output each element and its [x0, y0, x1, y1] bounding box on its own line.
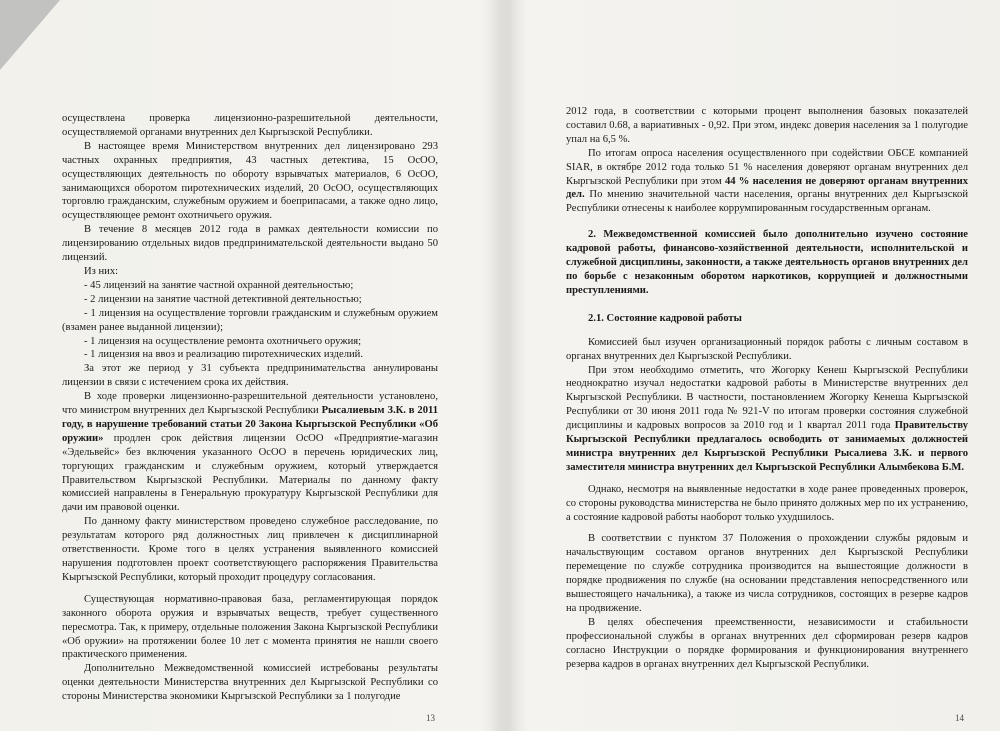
paragraph: За этот же период у 31 субъекта предпринимательства аннулированы лицензии в связи с истечением срока их действия. [62, 363, 438, 389]
paragraph: - 1 лицензия на ввоз и реализацию пиротехнических изделий. [84, 349, 363, 361]
paragraph: 2012 года, в соответствии с которыми процент выполнения базовых показателей составил 0.68, а вариативных - 0,92. При этом, индекс доверия населения за 1 полугодие упал на 6,5 %. [566, 106, 968, 145]
page-number-right: 14 [955, 713, 964, 723]
paragraph: В соответствии с пунктом 37 Положения о прохождении службы рядовым и начальствующим составом органов внутренних дел Кыргызской Республики перемещение по службе сотрудника производится на вышестоящие должности в порядке продвижения по службе (на основании представления непосредственного или вышестоящего начальника), а также из числа сотрудников, состоящих в резерве кадров на продвижение. [566, 533, 968, 614]
paragraph: осуществлена проверка лицензионно-разрешительной деятельности, осуществляемой органами внутренних дел Кыргызской Республики. [62, 113, 438, 138]
paragraph: В течение 8 месяцев 2012 года в рамках деятельности комиссии по лицензированию отдельных видов предпринимательской деятельности выдано 50 лицензий. [62, 224, 438, 264]
left-page-paragraphs [62, 112, 438, 390]
paragraph: - 1 лицензия на осуществление торговли гражданским и служебным оружием (взамен ранее выданной лицензии); [62, 307, 438, 333]
jk-text-bold: Правительству Кыргызской Республики предлагалось освободить от занимаемых должностей министра внутренних дел Кыргызской Республики Рысалиева З.К. и первого заместителя министра внутренних дел Кыргызской Республики Алымбекова Б.М. [566, 420, 968, 473]
paragraph-license-check [62, 390, 438, 515]
page-corner-fold [0, 0, 60, 70]
paragraph-jogorku-kenesh [566, 364, 968, 475]
paragraph: Дополнительно Межведомственной комиссией истребованы результаты оценки деятельности Министерства внутренних дел Кыргызской Республики со стороны Министерства экономики Кыргызской Республики за 1 полугодие [62, 663, 438, 703]
right-page-paragraphs-top [566, 105, 968, 147]
siar-text-1: По итогам опроса населения осуществленного при содействии ОБСЕ компанией SIAR, в октябре 2012 года только 51 % населения доверяют органам внутренних дел Кыргызской Республики при этом [566, 147, 968, 187]
paragraph: - 1 лицензия на осуществление ремонта охотничьего оружия; [84, 335, 362, 347]
section-heading: 2. Межведомственной комиссией было дополнительно изучено состояние кадровой работы, финансово-хозяйственной деятельности, исполнительской и служебной дисциплины, законности, а также деятельность органов внутренних дел по борьбе с незаконным оборотом наркотиков, коррупцией и должностными преступлениями. [566, 229, 968, 296]
check-text-1: В ходе проверки лицензионно-разрешительной деятельности установлено, что министром внутренних дел Кыргызской Республики [62, 391, 438, 417]
paragraph: Из них: [84, 265, 119, 277]
page-number-left: 13 [426, 713, 435, 723]
check-text-2: продлен срок действия лицензии ОсОО «Предприятие-магазин «Эдельвейс» без включения указанного ОсОО в перечень юридических лиц, торгующих гражданским и служебным оружием, который утверждается Правительством Кыргызской Республики. Материалы по данному факту комиссией направлены в Генеральную прокуратуру Кыргызской Республики для дачи им правовой оценки. [62, 432, 438, 514]
book-gutter [488, 0, 528, 731]
right-page-paragraphs-bottom [566, 483, 968, 672]
paragraph: - 2 лицензии на занятие частной детективной деятельностью; [84, 293, 362, 305]
left-page-paragraphs-after [62, 515, 438, 704]
paragraph-siar-survey [566, 147, 968, 217]
jk-text-1: При этом необходимо отметить, что Жогорку Кенеш Кыргызской Республики неоднократно изучал недостатки кадровой работы в Министерстве внутренних дел Кыргызской Республики. В частности, постановлением Жогорку Кенеша Кыргызской Республики от 30 июня 2011 года № 921-V по итогам проверки состояния служебной дисциплины и кадровых вопросов за 2010 год и 1 квартал 2011 года [566, 364, 968, 432]
paragraph: - 45 лицензий на занятие частной охранной деятельностью; [84, 279, 354, 291]
check-text-bold: Рысалиевым З.К. в 2011 году, в нарушение требований статьи 20 Закона Кыргызской Республики «Об оружии» [62, 405, 439, 444]
subsection-heading: 2.1. Состояние кадровой работы [588, 312, 742, 324]
siar-text-2: По мнению значительной части населения, органы внутренних дел Кыргызской Республики отнесены к наиболее коррумпированным государственным органам. [566, 189, 968, 215]
siar-text-bold: 44 % населения не доверяют органам внутренних дел. [566, 175, 968, 201]
paragraph-commission: Комиссией был изучен организационный порядок работы с личным составом в органах внутренних дел Кыргызской Республики. [566, 336, 968, 362]
paragraph: Однако, несмотря на выявленные недостатки в ходе ранее проведенных проверок, со стороны руководства министерства не было принято должных мер по их устранению, а состояние кадровой работы наоборот только ухудшилось. [566, 483, 968, 523]
left-page [62, 112, 438, 704]
paragraph: В настоящее время Министерством внутренних дел лицензировано 293 частных охранных предприятия, 43 частных детектива, 15 ОсОО, осуществляющих деятельность по обороту взрывчатых материалов, 6 ОсОО, занимающихся оборотом пиротехнических изделий, 20 ОсОО, осуществляющих торговлю гражданским, служебным оружием и боеприпасами, а также одно лицо, осуществляющее ремонт охотничьего оружия. [62, 140, 438, 222]
paragraph: В целях обеспечения преемственности, независимости и стабильности профессиональной службы в органах внутренних дел сформирован резерв кадров согласно Инструкции о порядке формирования и функционирования внутреннего резерва кадров в органах внутренних дел Кыргызской Республики. [566, 616, 968, 670]
paragraph: По данному факту министерством проведено служебное расследование, по результатам которого ряд должностных лиц привлечен к дисциплинарной ответственности. Кроме того в целях устранения выявленного комиссией нарушения подготовлен проект соответствующего распоряжения Правительства Кыргызской Республики, который проходит процедуру согласования. [62, 516, 438, 583]
paragraph: Существующая нормативно-правовая база, регламентирующая порядок законного оборота оружия и взрывчатых веществ, требует существенного пересмотра. Так, к примеру, отдельные положения Закона Кыргызской Республики «Об оружии» на протяжении более 10 лет с момента принятия не нашли своего практического применения. [62, 593, 438, 661]
right-page [566, 105, 968, 672]
